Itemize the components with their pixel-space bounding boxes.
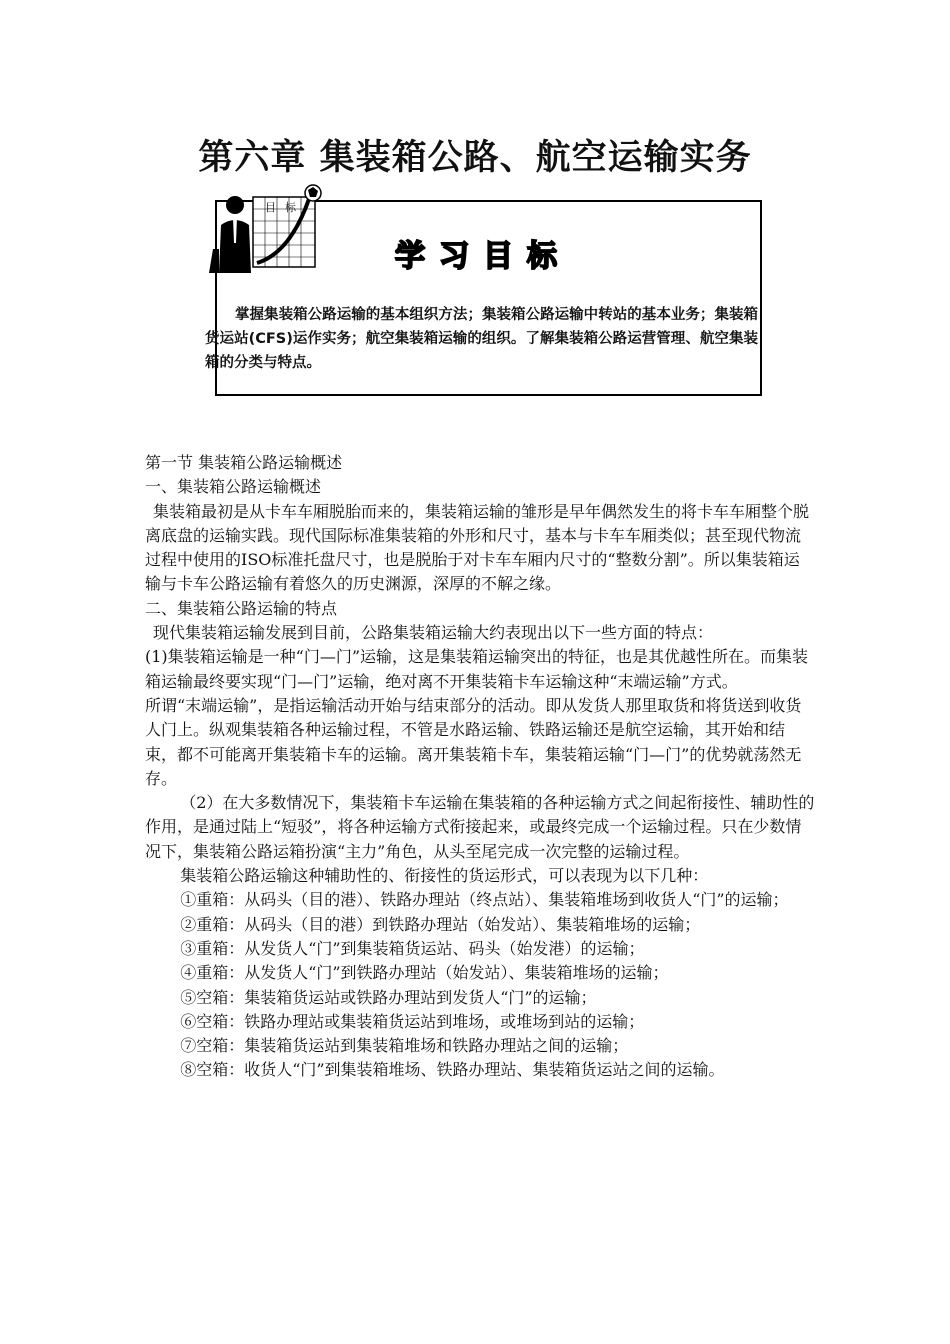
goal-badge-right-char: 标 [285, 201, 296, 214]
subsection-title-2: 二、集装箱公路运输的特点 [145, 598, 338, 618]
list-item: ⑥空箱：铁路办理站或集装箱货运站到堆场，或堆场到站的运输； [180, 1011, 645, 1031]
chapter-title: 第六章 集装箱公路、航空运输实务 [198, 138, 752, 178]
goals-heading: 学习目标 [395, 239, 571, 274]
paragraph-5: （2）在大多数情况下，集装箱卡车运输在集装箱的各种运输方式之间起衔接性、辅助性的作用，是通过陆上“短驳”，将各种运输方式衔接起来，或最终完成一个运输过程。只在少数情况下，集装箱公路运箱扮演“主力”角色，从头至尾完成一次完整的运输过程。 [145, 793, 815, 861]
list-item: ②重箱：从码头（目的港）到铁路办理站（始发站）、集装箱堆场的运输； [180, 914, 701, 934]
goal-chart-illustration [205, 183, 335, 273]
chapter-content [145, 451, 815, 1083]
paragraph-1: 集装箱最初是从卡车车厢脱胎而来的，集装箱运输的雏形是早年偶然发生的将卡车车厢整个脱离底盘的运输实践。现代国际标准集装箱的外形和尺寸，基本与卡车车厢类似；甚至现代物流过程中使用的ISO标准托盘尺寸，也是脱胎于对卡车车厢内尺寸的“整数分割”。所以集装箱运输与卡车公路运输有着悠久的历史渊源，深厚的不解之缘。 [145, 501, 810, 594]
list-item: ⑤空箱：集装箱货运站或铁路办理站到发货人“门”的运输； [180, 987, 597, 1007]
paragraph-3: (1)集装箱运输是一种“门—门”运输，这是集装箱运输突出的特征，也是其优越性所在。而集装箱运输最终要实现“门—门”运输，绝对离不开集装箱卡车运输这种“末端运输”方式。 [145, 647, 809, 691]
paragraph-4: 所谓“末端运输”，是指运输活动开始与结束部分的活动。即从发货人那里取货和将货送到收货人门上。纵观集装箱各种运输过程，不管是水路运输、铁路运输还是航空运输，其开始和结束，都不可能离开集装箱卡车的运输。离开集装箱卡车，集装箱运输“门—门”的优势就荡然无存。 [145, 695, 802, 788]
list-item: ⑧空箱：收货人“门”到集装箱堆场、铁路办理站、集装箱货运站之间的运输。 [180, 1060, 725, 1080]
list-item: ①重箱：从码头（目的港）、铁路办理站（终点站）、集装箱堆场到收货人“门”的运输； [180, 890, 789, 910]
list-item: ⑦空箱：集装箱货运站到集装箱堆场和铁路办理站之间的运输； [180, 1036, 629, 1056]
paragraph-2: 现代集装箱运输发展到目前，公路集装箱运输大约表现出以下一些方面的特点： [153, 623, 714, 643]
paragraph-6: 集装箱公路运输这种辅助性的、衔接性的货运形式，可以表现为以下几种： [180, 866, 709, 886]
list-item: ④重箱：从发货人“门”到铁路办理站（始发站）、集装箱堆场的运输； [180, 963, 669, 983]
section-title: 第一节 集装箱公路运输概述 [145, 453, 343, 472]
goal-badge-left-char: 目 [265, 201, 276, 214]
list-item: ③重箱：从发货人“门”到集装箱货运站、码头（始发港）的运输； [180, 938, 645, 958]
subsection-title-1: 一、集装箱公路运输概述 [145, 477, 322, 497]
learning-goals-box [205, 183, 760, 395]
goals-text: 掌握集装箱公路运输的基本组织方法；集装箱公路运输中转站的基本业务；集装箱货运站(CFS)运作实务；航空集装箱运输的组织。了解集装箱公路运营管理、航空集装箱的分类与特点。 [205, 307, 758, 371]
